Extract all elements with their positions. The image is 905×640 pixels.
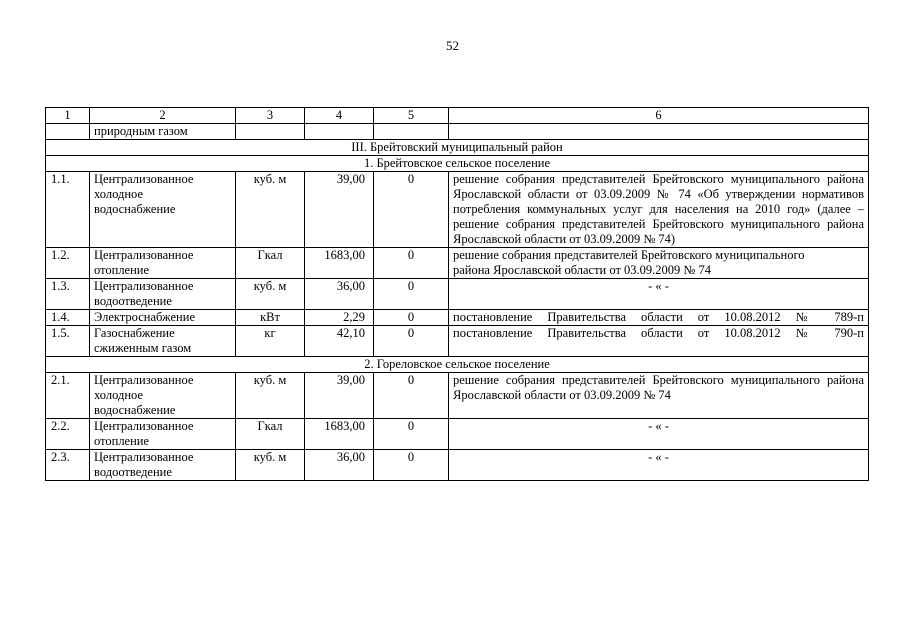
column-number-1: 1 (46, 108, 90, 124)
column-number-5: 5 (374, 108, 449, 124)
service-name: Централизованное водоотведение (90, 450, 236, 481)
service-name: Централизованное холодное водоснабжение (90, 373, 236, 419)
table-row (46, 310, 869, 326)
service-name: Централизованное водоотведение (90, 279, 236, 310)
service-name: Электроснабжение (90, 310, 236, 326)
legal-basis: решение собрания представителей Брейтовского муниципального района Ярославской области от 03.09.2009 № 74 «Об утверждении нормативов потребления коммунальных услуг для населения на 2010 год» (далее – решение собрания представителей Брейтовского муниципального района Ярославской области от 03.09.2009 № 74) (449, 172, 869, 248)
table-row (46, 326, 869, 357)
column-5-value: 0 (374, 450, 449, 481)
column-number-6: 6 (449, 108, 869, 124)
column-5-value: 0 (374, 248, 449, 279)
row-number: 1.1. (46, 172, 90, 248)
norm-value: 39,00 (305, 373, 374, 419)
service-name: Централизованное отопление (90, 248, 236, 279)
column-number-3: 3 (236, 108, 305, 124)
legal-basis: решение собрания представителей Брейтовского муниципального района Ярославской области от 03.09.2009 № 74 (449, 373, 869, 419)
unit: куб. м (236, 172, 305, 248)
unit: Гкал (236, 248, 305, 279)
continuation-row (46, 124, 869, 140)
legal-basis: - « - (449, 450, 869, 481)
cell-empty (46, 124, 90, 140)
unit: кг (236, 326, 305, 357)
norm-value: 1683,00 (305, 248, 374, 279)
unit: куб. м (236, 373, 305, 419)
table-row (46, 172, 869, 248)
column-5-value: 0 (374, 419, 449, 450)
column-5-value: 0 (374, 310, 449, 326)
column-number-2: 2 (90, 108, 236, 124)
row-number: 2.3. (46, 450, 90, 481)
row-number: 1.5. (46, 326, 90, 357)
row-number: 2.2. (46, 419, 90, 450)
norms-table (45, 107, 869, 481)
legal-basis: постановление Правительства области от 10.08.2012 № 790-п (449, 326, 869, 357)
legal-basis: - « - (449, 279, 869, 310)
unit: Гкал (236, 419, 305, 450)
row-number: 1.4. (46, 310, 90, 326)
settlement-title: 2. Гореловское сельское поселение (46, 357, 869, 373)
row-number: 1.2. (46, 248, 90, 279)
column-5-value: 0 (374, 373, 449, 419)
cell-empty (449, 124, 869, 140)
service-name: Газоснабжение сжиженным газом (90, 326, 236, 357)
unit: куб. м (236, 450, 305, 481)
column-number-row (46, 108, 869, 124)
district-title: III. Брейтовский муниципальный район (46, 140, 869, 156)
norm-value: 1683,00 (305, 419, 374, 450)
norm-value: 36,00 (305, 279, 374, 310)
row-number: 2.1. (46, 373, 90, 419)
settlement-row (46, 156, 869, 172)
legal-basis: постановление Правительства области от 10.08.2012 № 789-п (449, 310, 869, 326)
page-number: 52 (446, 38, 459, 53)
column-5-value: 0 (374, 279, 449, 310)
table-row (46, 373, 869, 419)
table-row (46, 248, 869, 279)
norm-value: 36,00 (305, 450, 374, 481)
table-row (46, 419, 869, 450)
table-row (46, 279, 869, 310)
table-row (46, 450, 869, 481)
column-5-value: 0 (374, 326, 449, 357)
settlement-title: 1. Брейтовское сельское поселение (46, 156, 869, 172)
district-row (46, 140, 869, 156)
legal-basis: - « - (449, 419, 869, 450)
unit: куб. м (236, 279, 305, 310)
column-5-value: 0 (374, 172, 449, 248)
service-name: природным газом (90, 124, 236, 140)
norm-value: 42,10 (305, 326, 374, 357)
cell-empty (374, 124, 449, 140)
unit: кВт (236, 310, 305, 326)
column-number-4: 4 (305, 108, 374, 124)
cell-empty (236, 124, 305, 140)
service-name: Централизованное холодное водоснабжение (90, 172, 236, 248)
cell-empty (305, 124, 374, 140)
service-name: Централизованное отопление (90, 419, 236, 450)
norm-value: 39,00 (305, 172, 374, 248)
settlement-row (46, 357, 869, 373)
legal-basis: решение собрания представителей Брейтовского муниципального района Ярославской области от 03.09.2009 № 74 (449, 248, 869, 279)
row-number: 1.3. (46, 279, 90, 310)
norm-value: 2,29 (305, 310, 374, 326)
